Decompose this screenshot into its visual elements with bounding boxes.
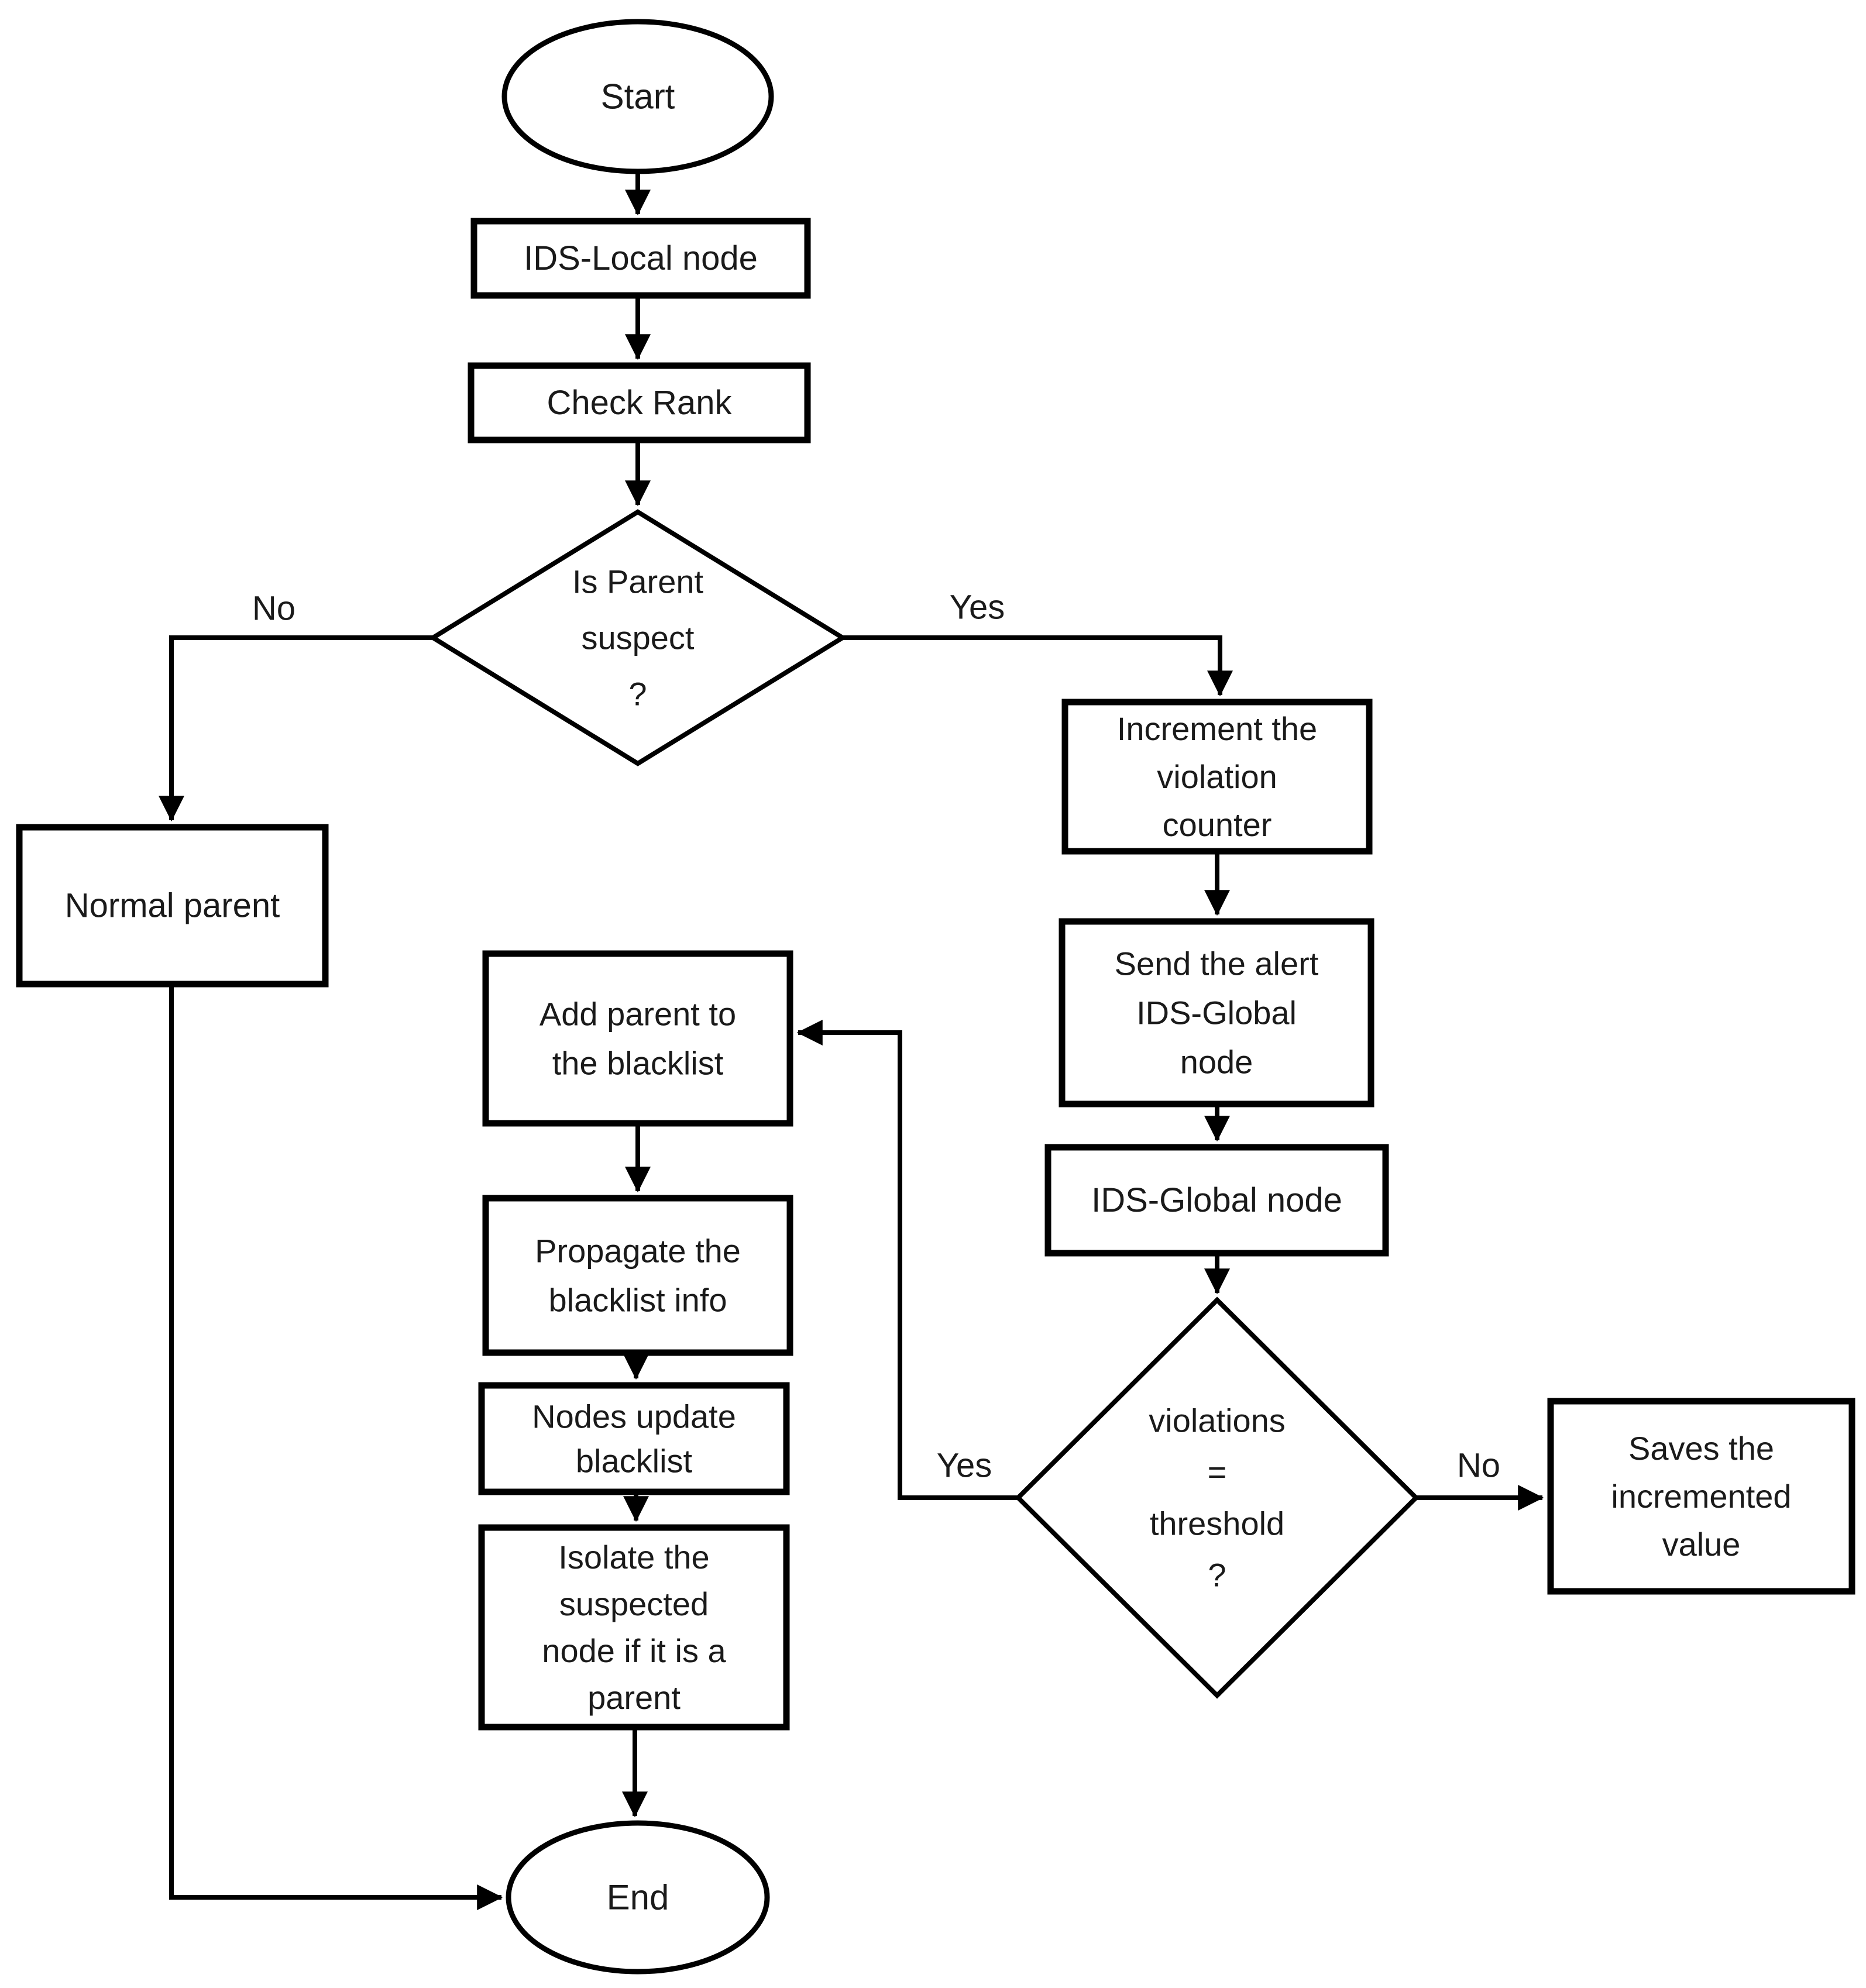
node-end <box>508 1823 767 1972</box>
violations-equal-threshold-label-line-2: threshold <box>1149 1505 1285 1542</box>
node-violations-equal-threshold <box>1018 1300 1416 1695</box>
node-isolate-suspected-node <box>482 1528 786 1727</box>
increment-violation-counter-label-line-2: counter <box>1162 806 1272 843</box>
send-alert-ids-global-label-line-1: IDS-Global <box>1136 994 1297 1031</box>
node-start <box>504 22 771 171</box>
add-parent-to-blacklist-shape <box>486 954 790 1123</box>
add-parent-to-blacklist-label-line-0: Add parent to <box>539 995 737 1033</box>
propagate-blacklist-info-label-line-1: blacklist info <box>548 1281 727 1319</box>
check-rank-label-line-0: Check Rank <box>547 384 732 422</box>
isolate-suspected-node-label-line-3: parent <box>587 1679 681 1716</box>
edge-label-is-parent-yes-to-increment: Yes <box>949 588 1005 627</box>
start-label-line-0: Start <box>600 77 675 116</box>
saves-incremented-value-label-line-0: Saves the <box>1628 1430 1775 1467</box>
node-send-alert-ids-global <box>1062 921 1371 1104</box>
nodes-update-blacklist-label-line-0: Nodes update <box>532 1398 736 1435</box>
violations-equal-threshold-shape <box>1018 1300 1416 1695</box>
ids-local-node-label-line-0: IDS-Local node <box>524 239 758 277</box>
end-label-line-0: End <box>606 1877 669 1917</box>
edge-label-is-parent-no-to-normal-parent: No <box>252 589 296 628</box>
propagate-blacklist-info-shape <box>486 1198 790 1353</box>
isolate-suspected-node-label-line-0: Isolate the <box>558 1539 710 1576</box>
violations-equal-threshold-label-line-1: = <box>1207 1453 1227 1491</box>
ids-global-node-label-line-0: IDS-Global node <box>1091 1181 1342 1219</box>
node-propagate-blacklist-info <box>486 1198 790 1353</box>
add-parent-to-blacklist-label-line-1: the blacklist <box>552 1044 724 1082</box>
saves-incremented-value-label-line-2: value <box>1662 1526 1741 1563</box>
node-ids-global-node <box>1048 1147 1386 1253</box>
node-check-rank <box>471 366 807 440</box>
is-parent-suspect-label-line-1: suspect <box>581 619 695 656</box>
node-ids-local-node <box>474 221 807 295</box>
node-normal-parent <box>19 827 325 984</box>
edge-label-violations-yes-to-add-parent: Yes <box>936 1446 992 1485</box>
edge-violations-yes-to-add-parent <box>798 1033 1018 1498</box>
violations-equal-threshold-label-line-3: ? <box>1208 1556 1226 1594</box>
isolate-suspected-node-label-line-2: node if it is a <box>542 1632 726 1669</box>
send-alert-ids-global-label-line-0: Send the alert <box>1114 945 1319 982</box>
is-parent-suspect-label-line-2: ? <box>628 675 647 713</box>
node-is-parent-suspect <box>433 512 843 763</box>
saves-incremented-value-label-line-1: incremented <box>1611 1478 1792 1515</box>
node-add-parent-to-blacklist <box>486 954 790 1123</box>
node-saves-incremented-value <box>1551 1401 1852 1591</box>
edge-normal-parent-to-end <box>171 984 501 1897</box>
edge-is-parent-no-to-normal-parent <box>171 638 433 820</box>
violations-equal-threshold-label-line-0: violations <box>1149 1402 1286 1439</box>
propagate-blacklist-info-label-line-0: Propagate the <box>535 1232 741 1270</box>
nodes-layer <box>19 22 1852 1972</box>
increment-violation-counter-label-line-0: Increment the <box>1116 710 1318 747</box>
isolate-suspected-node-label-line-1: suspected <box>559 1585 709 1622</box>
node-nodes-update-blacklist <box>482 1385 786 1492</box>
normal-parent-label-line-0: Normal parent <box>64 886 280 925</box>
send-alert-ids-global-label-line-2: node <box>1180 1043 1253 1081</box>
node-increment-violation-counter <box>1065 702 1369 851</box>
increment-violation-counter-label-line-1: violation <box>1157 758 1277 795</box>
edge-is-parent-yes-to-increment <box>843 638 1220 695</box>
nodes-update-blacklist-label-line-1: blacklist <box>575 1442 693 1480</box>
is-parent-suspect-label-line-0: Is Parent <box>572 563 704 600</box>
edge-label-violations-no-to-saves: No <box>1456 1446 1501 1485</box>
